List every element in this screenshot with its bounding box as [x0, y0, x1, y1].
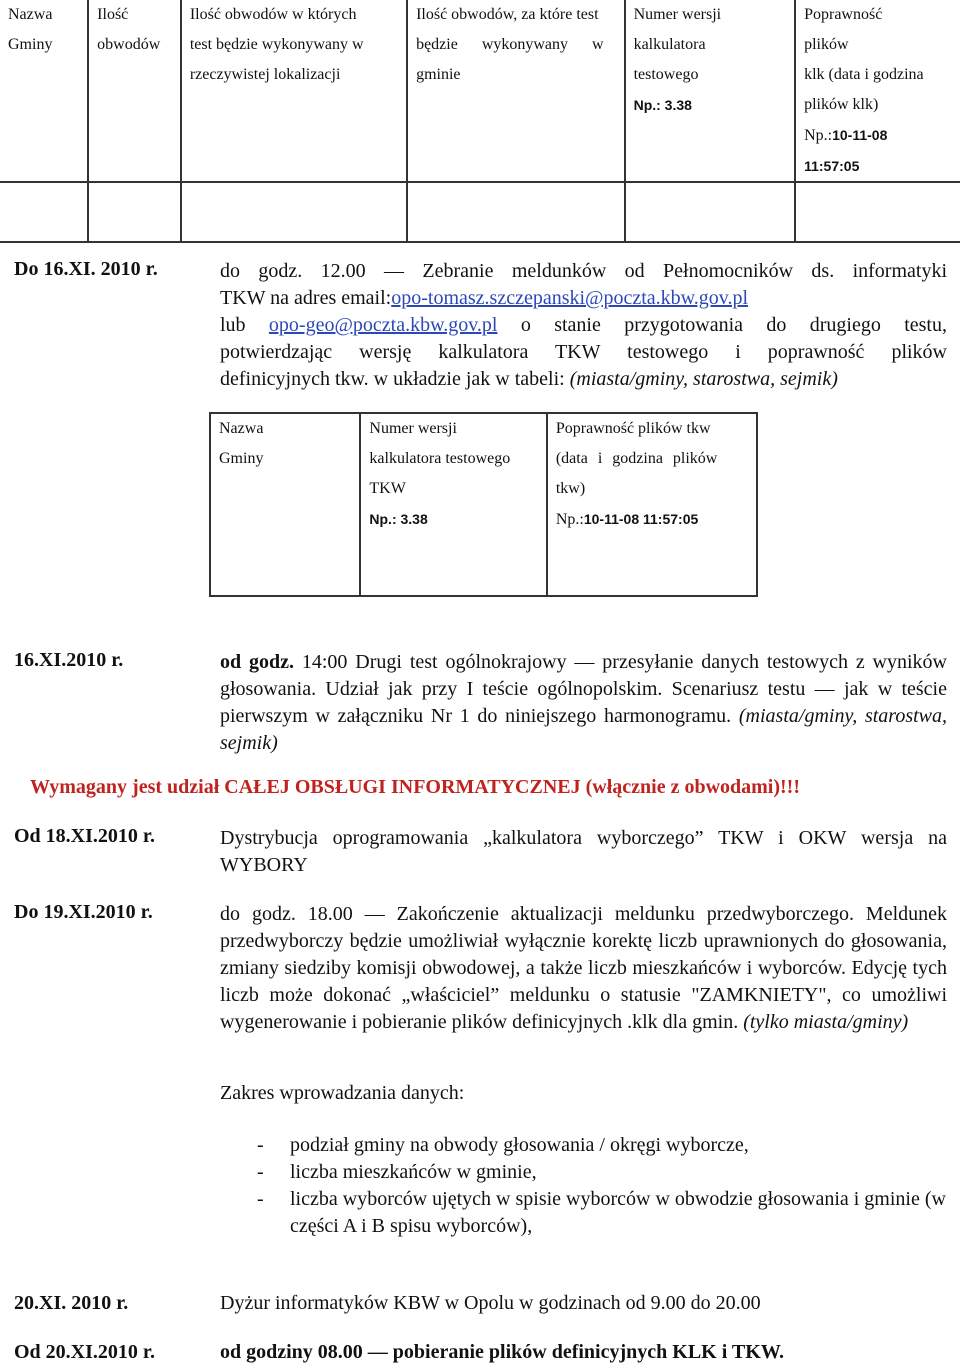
entry5-text: Dyżur informatyków KBW w Opolu w godzinach od 9.00 do 20.00: [220, 1292, 761, 1314]
np-label: Np.:: [555, 511, 584, 528]
top-col-poprawnosc: [795, 0, 960, 182]
entry2-body: 14:00 Drugi test ogólnokrajowy ― przesyłanie danych testowych z wyników głosowania. Udział jak przy I teście ogólnopolskim. Scenariusz testu ― jak w teście pierwszym w załączniku Nr 1 do niniejszego harmonogramu.: [220, 651, 948, 727]
entry1-line1: do godz. 12.00 ― Zebranie meldunków od Pełnomocników ds. informatyki: [220, 260, 947, 282]
list-item-text: podział gminy na obwody głosowania / okręgi wyborcze,: [290, 1134, 749, 1156]
list-item: [220, 1132, 947, 1159]
header-text: plików klk): [804, 96, 879, 113]
header-text: Nazwa: [219, 420, 264, 437]
warning-text: Wymagany jest udział CAŁEJ OBSŁUGI INFORMATYCZNEJ (włącznie z obwodami)!!!: [30, 776, 800, 798]
np-date: 10-11-08: [832, 127, 888, 143]
entry1-line5: definicyjnych tkw. w układzie jak w tabeli:: [220, 368, 565, 390]
entry5-date: 20.XI. 2010 r.: [14, 1292, 129, 1314]
np-date-line: [556, 504, 748, 535]
mid-col-nazwa: [210, 413, 360, 596]
header-text: test będzie wykonywany w: [189, 36, 364, 53]
header-text: kalkulatora testowego: [369, 450, 511, 467]
header-text: rzeczywistej lokalizacji: [189, 66, 341, 83]
entry1-line4: potwierdzając wersję kalkulatora TKW testowego i poprawność plików: [220, 341, 947, 363]
header-text: będzie wykonywany w: [416, 36, 604, 53]
np-label: Np.:: [804, 127, 833, 144]
header-text: Gminy: [8, 36, 53, 53]
header-text: (data i godzina plików: [555, 450, 718, 467]
entry2-date: 16.XI.2010 r.: [14, 649, 124, 671]
np-version: Np.: 3.38: [633, 97, 692, 113]
top-col-wersja: [625, 0, 796, 182]
list-item-text: liczba wyborców ujętych w spisie wyborców w obwodzie głosowania i gminie (w części A i B spisu wyborców),: [290, 1188, 946, 1237]
np-version: Np.: 3.38: [369, 511, 428, 527]
empty-cell: [795, 182, 960, 242]
scope-list: [220, 1132, 947, 1240]
email-link-1[interactable]: opo-tomasz.szczepanski@poczta.kbw.gov.pl: [391, 287, 749, 309]
entry1-italic: (miasta/gminy, starostwa, sejmik): [569, 368, 838, 390]
mid-col-wersja: [360, 413, 546, 596]
header-text: Numer wersji: [633, 6, 722, 23]
entry6-date: Od 20.XI.2010 r.: [14, 1341, 155, 1363]
header-text: Numer wersji: [369, 420, 457, 437]
header-text: klk (data i godzina: [804, 66, 924, 83]
dash-bullet: -: [257, 1161, 264, 1183]
header-text: Poprawność plików tkw: [555, 420, 711, 437]
list-item: [220, 1159, 947, 1186]
dash-bullet: -: [257, 1188, 264, 1210]
entry4-body: do godz. 18.00 ― Zakończenie aktualizacji meldunku przedwyborczego. Meldunek przedwyborczy będzie umożliwiał wyłącznie korektę liczb uprawnionych do głosowania, zmiany siedziby komisji obwodowej, a także liczb mieszkańców i wyborców. Edycję tych liczb może dokonać „właściciel” meldunku o statusie "ZAMKNIETY", co umożliwi wygenerowanie i pobieranie plików definicyjnych .klk dla gmin.: [220, 903, 947, 1033]
header-text: Ilość obwodów w których: [189, 6, 357, 23]
entry1-line3: o stanie przygotowania do drugiego testu,: [520, 314, 947, 336]
entry4-date: Do 19.XI.2010 r.: [14, 901, 153, 923]
empty-cell: [0, 182, 88, 242]
email-link-2[interactable]: opo-geo@poczta.kbw.gov.pl: [268, 314, 498, 336]
empty-cell: [181, 182, 407, 242]
header-text: obwodów: [97, 36, 161, 53]
header-text: gminie: [416, 66, 461, 83]
list-item: [220, 1186, 947, 1240]
header-text: Ilość: [97, 6, 129, 23]
np-time: 11:57:05: [804, 158, 860, 174]
header-text: testowego: [633, 66, 699, 83]
empty-cell: [625, 182, 796, 242]
header-text: tkw): [555, 480, 586, 497]
entry1-lub: lub: [220, 314, 246, 336]
header-text: Poprawność plików: [804, 6, 883, 53]
mid-table: [209, 412, 758, 597]
scope-heading: Zakres wprowadzania danych:: [220, 1082, 465, 1104]
mid-col-poprawnosc: [547, 413, 757, 596]
top-col-rzeczywista: [181, 0, 407, 182]
header-text: kalkulatora: [633, 36, 706, 53]
list-item-text: liczba mieszkańców w gminie,: [290, 1161, 537, 1183]
top-table: [0, 0, 960, 243]
header-text: Gminy: [219, 450, 264, 467]
entry2-italic: (miasta/gminy, starostwa, sejmik): [220, 705, 948, 754]
empty-cell: [88, 182, 181, 242]
entry1-date: Do 16.XI. 2010 r.: [14, 258, 158, 280]
header-text: TKW: [369, 480, 406, 497]
entry1-text: [220, 258, 947, 393]
top-col-gmina: [407, 0, 625, 182]
header-text: Nazwa: [8, 6, 53, 23]
np-date: 10-11-08 11:57:05: [583, 511, 699, 527]
entry2-text: [220, 649, 947, 757]
empty-cell: [407, 182, 625, 242]
np-date-line: [804, 120, 952, 151]
entry4-text: [220, 901, 947, 1036]
top-col-nazwa: [0, 0, 88, 182]
entry1-line2-prefix: TKW na adres email:: [220, 287, 392, 309]
entry2-lead: od godz.: [220, 651, 294, 673]
entry3-date: Od 18.XI.2010 r.: [14, 825, 155, 847]
header-text: Ilość obwodów, za które test: [416, 6, 599, 23]
entry4-italic: (tylko miasta/gminy): [743, 1011, 909, 1033]
entry3-text: Dystrybucja oprogramowania „kalkulatora wyborczego” TKW i OKW wersja na WYBORY: [220, 827, 947, 876]
top-col-ilosc: [88, 0, 181, 182]
dash-bullet: -: [257, 1134, 264, 1156]
entry6-text: od godziny 08.00 ― pobieranie plików definicyjnych KLK i TKW.: [220, 1341, 784, 1363]
